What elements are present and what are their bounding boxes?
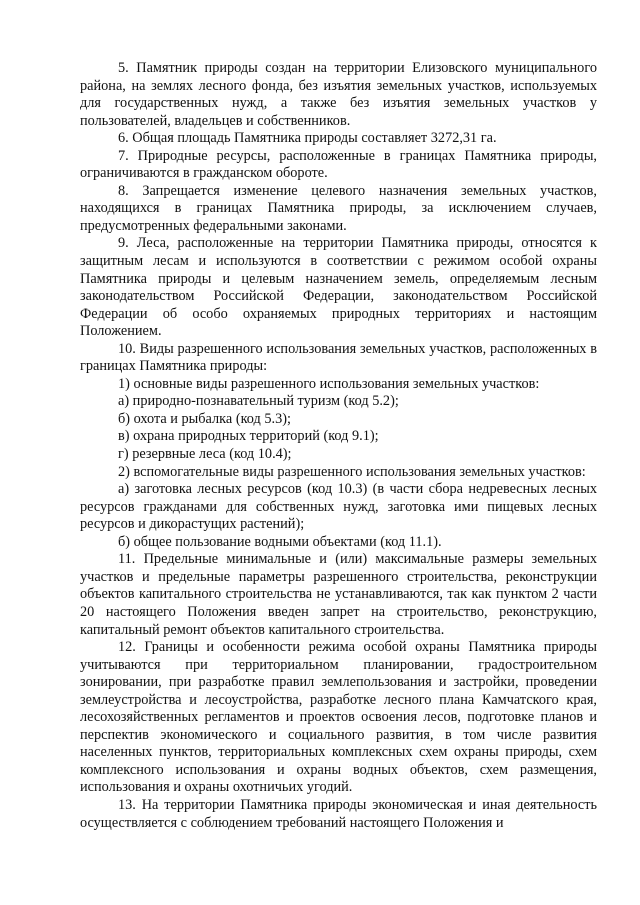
paragraph-7: 7. Природные ресурсы, расположенные в границах Памятника природы, ограничиваются в гражданском обороте. [80,147,597,182]
paragraph-5: 5. Памятник природы создан на территории Елизовского муниципального района, на землях лесного фонда, без изъятия земельных участков, используемых для государственных нужд, а также без изъятия земельных участков у пользователей, владельцев и собственников. [80,60,597,129]
paragraph-8: 8. Запрещается изменение целевого назначения земельных участков, находящихся в границах Памятника природы, за исключением случаев, предусмотренных федеральными законами. [80,182,597,234]
list-main-uses: 1) основные виды разрешенного использования земельных участков: [118,375,540,392]
list-item-hunting-fishing: б) охота и рыбалка (код 5.3); [118,410,291,427]
list-item-water-use: б) общее пользование водными объектами (код 11.1). [118,533,442,550]
paragraph-6: 6. Общая площадь Памятника природы составляет 3272,31 га. [118,130,497,147]
list-item-reserve-forests: г) резервные леса (код 10.4); [118,446,292,463]
document-body [80,60,597,832]
list-auxiliary-uses: 2) вспомогательные виды разрешенного использования земельных участков: [118,463,586,480]
paragraph-9: 9. Леса, расположенные на территории Памятника природы, относятся к защитным лесам и используются в соответствии с режимом особой охраны Памятника природы и целевым назначением земель, определяемым лесным законодательством Российской Федерации, законодательством Российской Федерации об особо охраняемых природных территориях и настоящим Положением. [80,235,597,340]
paragraph-10: 10. Виды разрешенного использования земельных участков, расположенных в границах Памятника природы: [80,340,597,375]
paragraph-13: 13. На территории Памятника природы экономическая и иная деятельность осуществляется с соблюдением требований настоящего Положения и [80,796,597,831]
paragraph-11: 11. Предельные минимальные и (или) максимальные размеры земельных участков и предельные параметры разрешенного строительства, реконструкции объектов капитального строительства не устанавливаются, так как пунктом 2 части 20 настоящего Положения введен запрет на строительство, реконструкцию, капитальный ремонт объектов капитального строительства. [80,551,597,638]
list-item-nature-protection: в) охрана природных территорий (код 9.1); [118,428,379,445]
paragraph-12: 12. Границы и особенности режима особой охраны Памятника природы учитываются при территориальном планировании, градостроительном зонировании, при разработке правил землепользования и застройки, проведении землеустройства и лесоустройства, разработке лесного плана Камчатского края, лесохозяйственных регламентов и проектов освоения лесов, подготовке планов и перспектив экономического и социального развития, в том числе развития населенных пунктов, территориальных комплексных схем охраны природы, схем комплексного использования и охраны водных объектов, схем размещения, использования и охраны охотничьих угодий. [80,639,597,796]
list-item-tourism: а) природно-познавательный туризм (код 5.2); [118,393,399,410]
list-item-forest-resources: а) заготовка лесных ресурсов (код 10.3) (в части сбора недревесных лесных ресурсов гражданами для собственных нужд, заготовка ими пищевых лесных ресурсов и дикорастущих растений); [80,481,597,533]
